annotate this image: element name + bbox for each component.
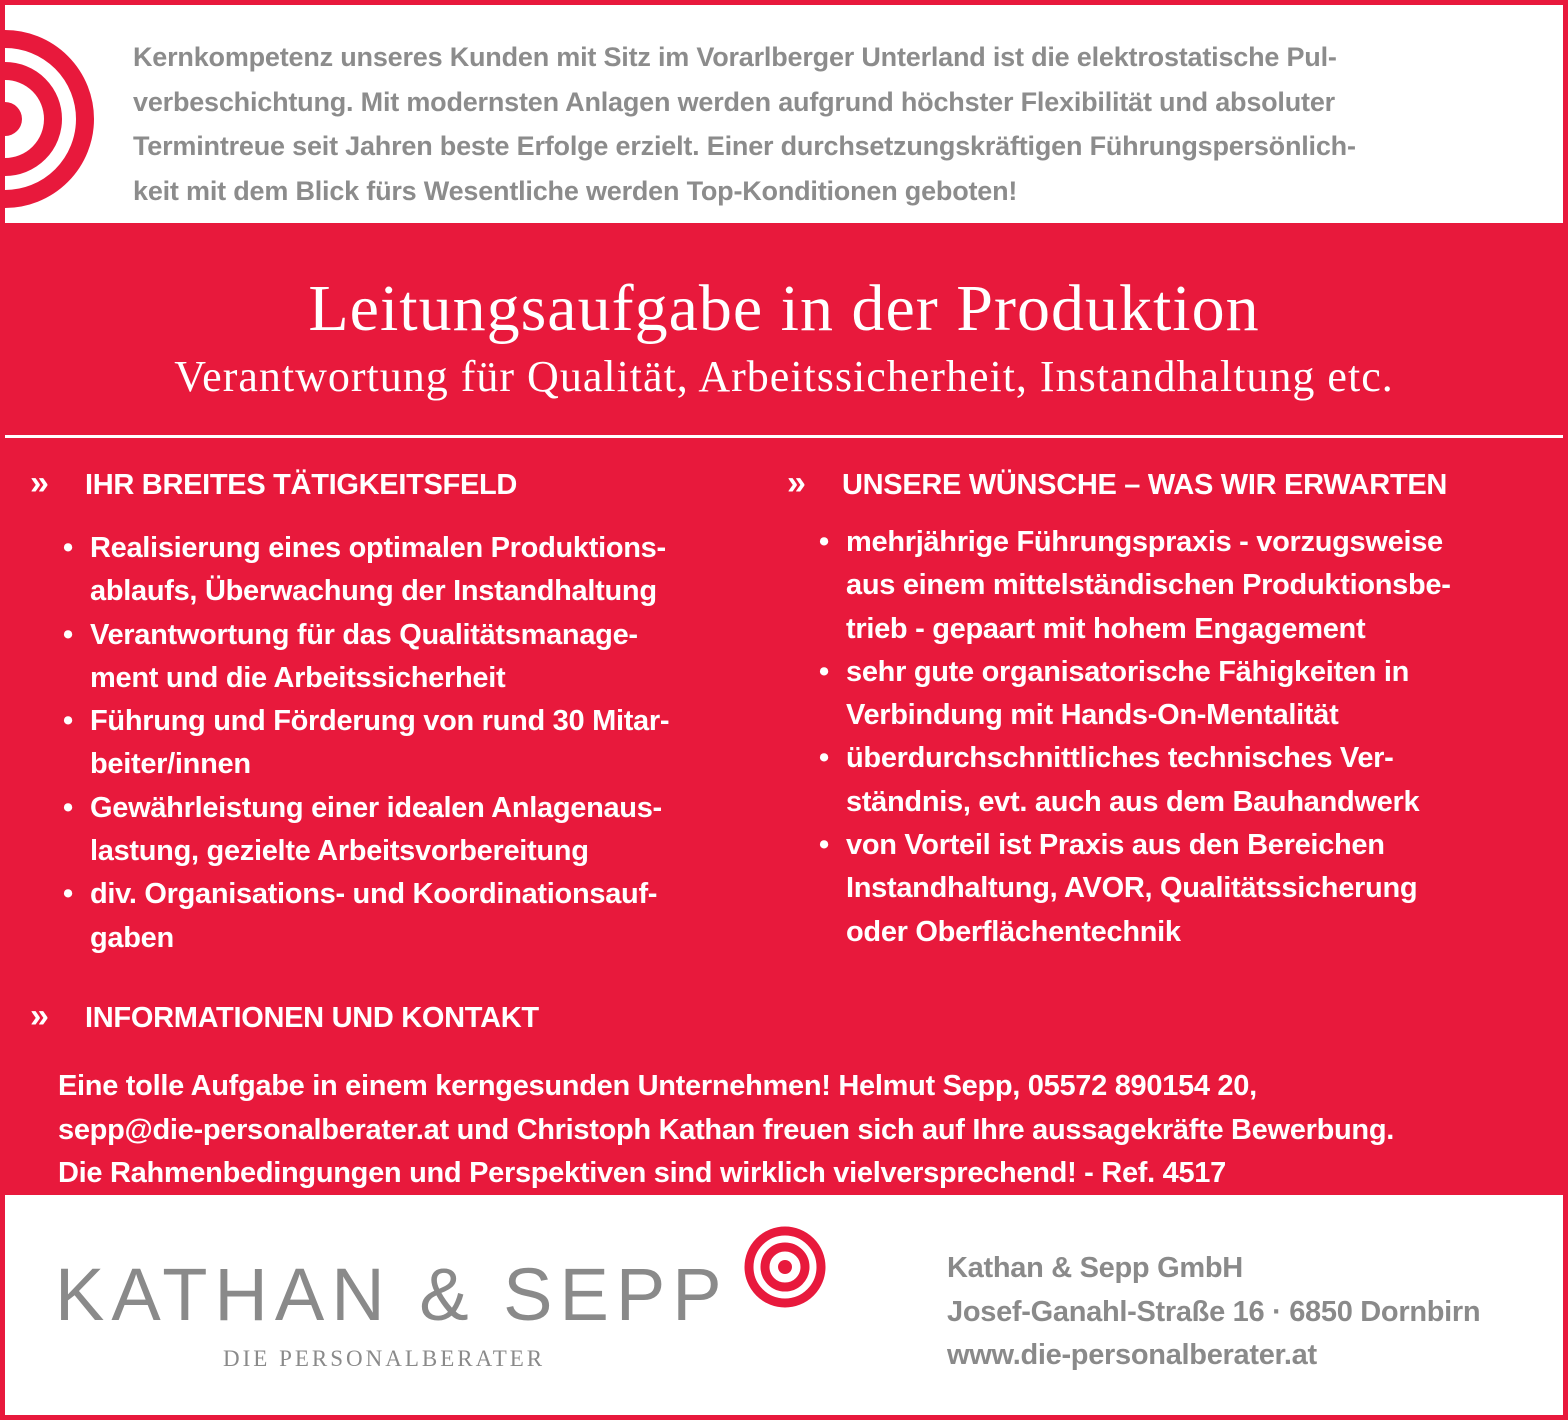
section-heading-contact (30, 998, 539, 1036)
section-heading-label: INFORMATIONEN UND KONTAKT (85, 1002, 539, 1034)
section-heading-label: IHR BREITES TÄTIGKEITSFELD (85, 469, 518, 501)
section-heading-wishes (787, 465, 1447, 503)
intro-line: Termintreue seit Jahren beste Erfolge erzielt. Einer durchsetzungskräftigen Führungspersönlich- (133, 131, 1356, 161)
intro-line: verbeschichtung. Mit modernsten Anlagen werden aufgrund höchster Flexibilität und absoluter (133, 86, 1335, 117)
list-item-line: mehrjährige Führungspraxis - vorzugsweise (846, 526, 1443, 558)
wishes-list (819, 521, 1539, 954)
intro-text (133, 35, 1533, 213)
list-item-line: Führung und Förderung von rund 30 Mitar- (90, 705, 670, 738)
bullet-icon: • (819, 655, 829, 688)
list-item-line: gaben (90, 921, 174, 954)
company-logo-wordmark: KATHAN & SEPP (55, 1253, 729, 1336)
list-item-line: Verantwortung für das Qualitätsmanage- (90, 618, 638, 651)
contact-line: Eine tolle Aufgabe in einem kerngesunden Unternehmen! Helmut Sepp, 05572 890154 20, (58, 1070, 1257, 1102)
list-item-line: überdurchschnittliches technisches Ver- (846, 742, 1394, 775)
chevron-icon: » (30, 464, 49, 502)
contact-line: sepp@die-personalberater.at und Christoph Kathan freuen sich auf Ihre aussagekräfte Bewerbung. (58, 1113, 1394, 1146)
list-item (819, 651, 1539, 738)
list-item-line: Realisierung eines optimalen Produktions- (90, 532, 666, 564)
intro-line: Kernkompetenz unseres Kunden mit Sitz im Vorarlberger Unterland ist die elektrostatische Pul- (133, 42, 1337, 72)
list-item-line: ständnis, evt. auch aus dem Bauhandwerk (846, 785, 1420, 818)
contact-line: Die Rahmenbedingungen und Perspektiven sind wirklich vielversprechend! - Ref. 4517 (58, 1157, 1226, 1189)
list-item-line: ablaufs, Überwachung der Instandhaltung (90, 575, 657, 608)
list-item-line: beiter/innen (90, 748, 251, 781)
target-logo-icon (5, 29, 95, 209)
section-heading-tasks (30, 465, 517, 503)
bullet-icon: • (63, 705, 73, 738)
bullet-icon: • (63, 791, 73, 824)
list-item-line: oder Oberflächentechnik (846, 915, 1181, 948)
job-title: Leitungsaufgabe in der Produktion (308, 272, 1260, 345)
list-item (63, 873, 763, 960)
list-item (63, 700, 763, 787)
bullet-icon: • (63, 532, 73, 564)
list-item-line: div. Organisations- und Koordinationsauf- (90, 878, 658, 911)
list-item (63, 614, 763, 701)
list-item-line: trieb - gepaart mit hohem Engagement (846, 612, 1366, 645)
company-website-link[interactable]: www.die-personalberater.at (947, 1339, 1317, 1371)
list-item (63, 527, 763, 614)
list-item (819, 824, 1539, 954)
contact-text (58, 1065, 1538, 1196)
bullet-icon: • (819, 829, 829, 862)
list-item-line: lastung, gezielte Arbeitsvorbereitung (90, 835, 589, 868)
list-item-line: Instandhaltung, AVOR, Qualitätssicherung (846, 872, 1418, 905)
task-list (63, 527, 763, 960)
divider (5, 435, 1563, 438)
bullet-icon: • (819, 742, 829, 775)
chevron-icon: » (787, 464, 806, 502)
job-subtitle: Verantwortung für Qualität, Arbeitssicherheit, Instandhaltung etc. (174, 352, 1394, 401)
company-name: Kathan & Sepp GmbH (947, 1252, 1243, 1284)
company-logo-tagline: DIE PERSONALBERATER (223, 1346, 546, 1371)
list-item (63, 787, 763, 874)
footer (5, 1195, 1563, 1415)
list-item-line: von Vorteil ist Praxis aus den Bereichen (846, 829, 1385, 862)
company-address (947, 1247, 1480, 1378)
list-item-line: sehr gute organisatorische Fähigkeiten in (846, 655, 1409, 688)
section-heading-label: UNSERE WÜNSCHE – WAS WIR ERWARTEN (842, 469, 1448, 501)
list-item-line: Gewährleistung einer idealen Anlagenaus- (90, 791, 662, 824)
list-item-line: Verbindung mit Hands-On-Mentalität (846, 699, 1339, 732)
company-street: Josef-Ganahl-Straße 16 · 6850 Dornbirn (947, 1295, 1481, 1328)
chevron-icon: » (30, 997, 49, 1035)
main-panel (5, 223, 1563, 1195)
target-logo-icon (743, 1225, 827, 1309)
bullet-icon: • (819, 526, 829, 558)
bullet-icon: • (63, 878, 73, 911)
list-item-line: ment und die Arbeitssicherheit (90, 661, 506, 694)
intro-line: keit mit dem Blick fürs Wesentliche werden Top-Konditionen geboten! (133, 175, 1018, 206)
list-item-line: aus einem mittelständischen Produktionsbe- (846, 569, 1451, 602)
list-item (819, 521, 1539, 651)
bullet-icon: • (63, 618, 73, 651)
list-item (819, 737, 1539, 824)
intro-panel (5, 5, 1563, 223)
